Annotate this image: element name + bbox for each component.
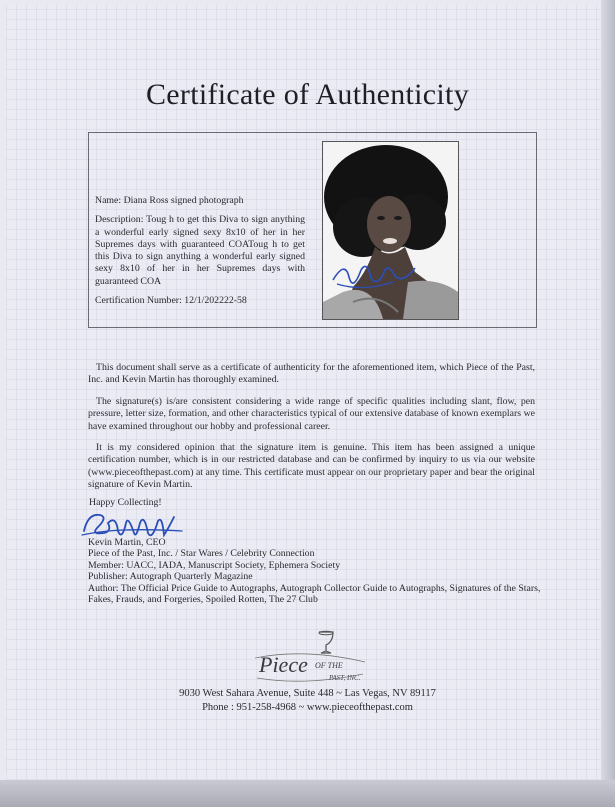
company-logo <box>245 628 375 688</box>
paper-edge <box>601 0 615 807</box>
portrait-photo-icon <box>322 141 459 320</box>
credential-line: Publisher: Autograph Quarterly Magazine <box>88 571 253 583</box>
credential-line: Kevin Martin, CEO <box>88 537 166 548</box>
credential-line: Author: The Official Price Guide to Autographs, Autograph Collector Guide to Autographs, Signatures of the Stars, Fakes, Frauds, and Forgeries, Spoiled Rotten, The 27 Club <box>88 582 541 606</box>
scan-bottom-band <box>0 780 615 807</box>
item-details <box>95 195 305 314</box>
contact-line: Phone : 951-258-4968 ~ www.pieceofthepast.com <box>202 701 413 713</box>
logo-sub-text: OF THE <box>315 661 343 670</box>
credential-line: Piece of the Past, Inc. / Star Wares / Celebrity Connection <box>88 548 315 560</box>
portrait-photo-svg <box>323 142 458 319</box>
item-name: Name: Diana Ross signed photograph <box>95 195 244 206</box>
item-cert-number: Certification Number: 12/1/202222-58 <box>95 295 247 307</box>
logo-sub2-text: PAST, INC. <box>329 674 361 682</box>
credential-line: Member: UACC, IADA, Manuscript Society, Ephemera Society <box>88 559 341 571</box>
body-paragraph-2: The signature(s) is/are consistent considering a wide range of specific qualities including slant, flow, pen pressure, letter size, formation, and other characteristics typical of our extensive database of known exemplars we have examined throughout our hobby and professional career. <box>88 395 535 432</box>
item-description: Description: Toug h to get this Diva to sign anything a wonderful early signed sexy 8x10 of her in her Supremes days with guaranteed COAToug h to get this Diva to sign anything a wonderful early signed sexy 8x10 of her in her Supremes days with guaranteed COA <box>95 214 305 287</box>
closing-line: Happy Collecting! <box>89 497 162 508</box>
signer-credentials <box>88 537 558 605</box>
goblet-icon <box>319 631 333 653</box>
body-paragraph-1: This document shall serve as a certificate of authenticity for the aforementioned item, which Piece of the Past, Inc. and Kevin Martin has thoroughly examined. <box>88 362 535 386</box>
logo-main-text: Piece <box>259 652 308 677</box>
certificate-body <box>88 362 535 501</box>
certificate-title: Certificate of Authenticity <box>146 78 469 111</box>
address-line: 9030 West Sahara Avenue, Suite 448 ~ Las Vegas, NV 89117 <box>179 688 436 699</box>
company-address <box>0 687 615 714</box>
body-paragraph-3: It is my considered opinion that the signature item is genuine. This item has been assigned a unique certification number, which is in our restricted database and can be confirmed by inquiry to us via our website (www.pieceofthepast.com) at any time. This certificate must appear on our proprietary paper and bear the original signature of Kevin Martin. <box>88 442 535 491</box>
